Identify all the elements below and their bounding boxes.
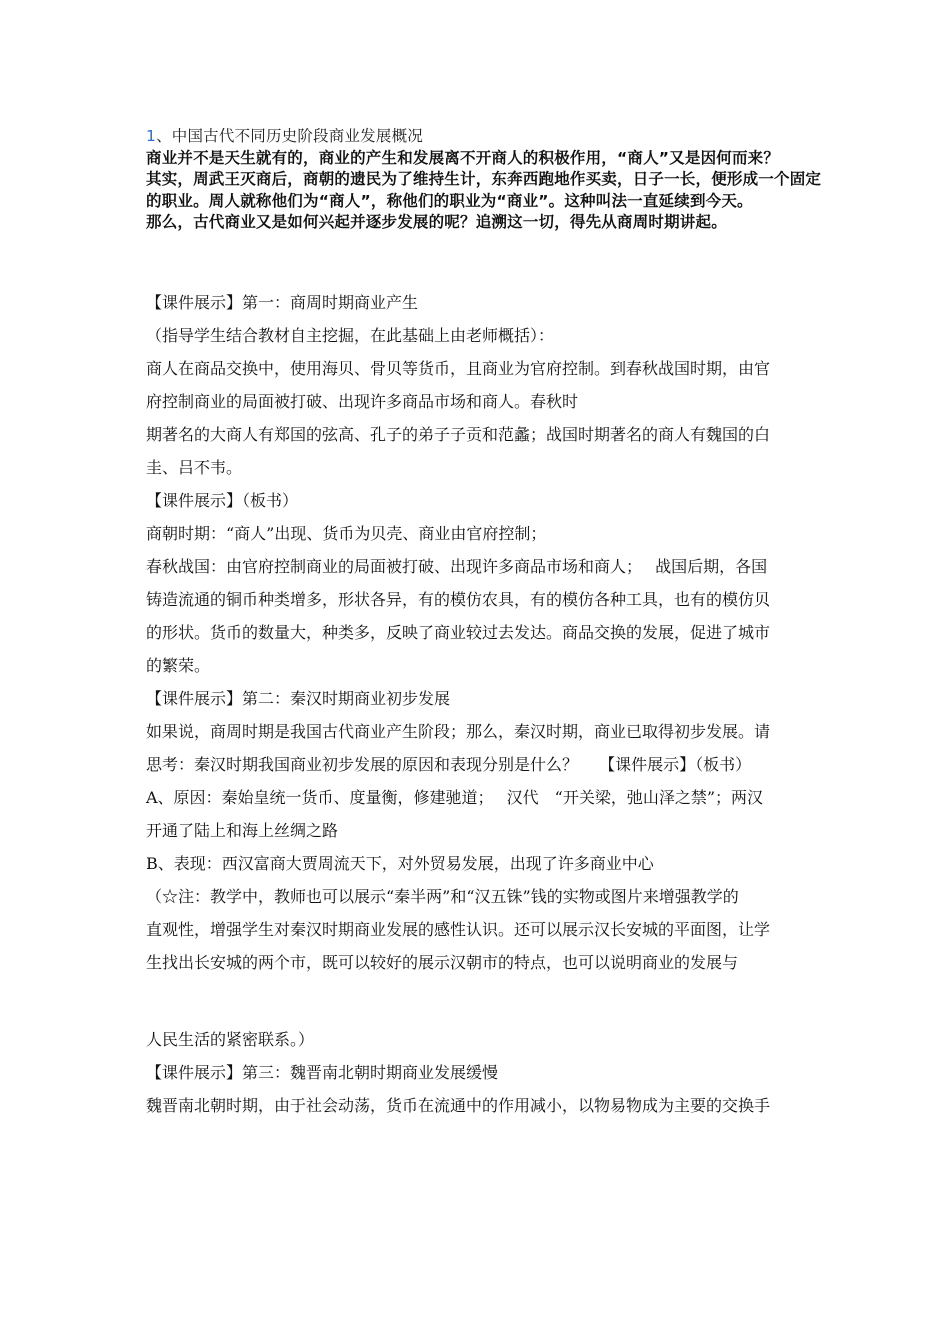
text-line: A、原因：秦始皇统一货币、度量衡，修建驰道； 汉代 “开关梁，弛山泽之禁”；两汉 bbox=[146, 788, 764, 807]
heading-number: 1 bbox=[146, 127, 157, 145]
text-line: （☆注：教学中，教师也可以展示“秦半两”和“汉五铢”钱的实物或图片来增强教学的 bbox=[146, 887, 739, 906]
text-line: 开通了陆上和海上丝绸之路 bbox=[146, 821, 339, 840]
paragraph-gap bbox=[146, 979, 814, 1023]
intro-paragraph: 其实，周武王灭商后，商朝的遗民为了维持生计，东奔西跑地作买卖，日子一长，便形成一个固定的职业。周人就称他们为“商人”，称他们的职业为“商业”。这种叫法一直延续到今天。 bbox=[146, 170, 822, 210]
section-heading bbox=[146, 126, 826, 148]
body-text bbox=[146, 286, 814, 1122]
text-line: 商人在商品交换中，使用海贝、骨贝等货币，且商业为官府控制。到春秋战国时期，由官 bbox=[146, 359, 771, 378]
heading-text: 、中国古代不同历史阶段商业发展概况 bbox=[156, 127, 423, 145]
text-line: 府控制商业的局面被打破、出现许多商品市场和商人。春秋时 bbox=[146, 392, 579, 411]
text-line: 人民生活的紧密联系。） bbox=[146, 1030, 315, 1049]
text-line: 如果说，商周时期是我国古代商业产生阶段；那么，秦汉时期，商业已取得初步发展。请 bbox=[146, 722, 771, 741]
text-line: 【课件展示】（板书） bbox=[146, 491, 299, 510]
text-line: 春秋战国：由官府控制商业的局面被打破、出现许多商品市场和商人； 战国后期，各国 bbox=[146, 557, 768, 576]
text-line: （指导学生结合教材自主挖掘，在此基础上由老师概括）： bbox=[146, 326, 555, 345]
intro-block bbox=[146, 126, 826, 234]
text-line: 商朝时期：“商人”出现、货币为贝壳、商业由官府控制； bbox=[146, 524, 547, 543]
intro-paragraph: 那么，古代商业又是如何兴起并逐步发展的呢？追溯这一切，得先从商周时期讲起。 bbox=[146, 213, 727, 231]
text-line: 思考：秦汉时期我国商业初步发展的原因和表现分别是什么？ 【课件展示】（板书） bbox=[146, 755, 752, 774]
text-line: 魏晋南北朝时期，由于社会动荡，货币在流通中的作用减小，以物易物成为主要的交换手 bbox=[146, 1096, 771, 1115]
text-line: 期著名的大商人有郑国的弦高、孔子的弟子子贡和范蠡；战国时期著名的商人有魏国的白 bbox=[146, 425, 771, 444]
text-line: 直观性，增强学生对秦汉时期商业发展的感性认识。还可以展示汉长安城的平面图，让学 bbox=[146, 920, 771, 939]
text-line: 【课件展示】第二：秦汉时期商业初步发展 bbox=[146, 689, 451, 708]
intro-paragraph: 商业并不是天生就有的，商业的产生和发展离不开商人的积极作用，“商人”又是因何而来？ bbox=[146, 148, 780, 167]
text-line: 【课件展示】第一：商周时期商业产生 bbox=[146, 293, 419, 312]
text-line: 【课件展示】第三：魏晋南北朝时期商业发展缓慢 bbox=[146, 1063, 499, 1082]
text-line: B、表现：西汉富商大贾周流天下，对外贸易发展，出现了许多商业中心 bbox=[146, 854, 654, 873]
text-line: 的繁荣。 bbox=[146, 656, 211, 675]
text-line: 的形状。货币的数量大，种类多，反映了商业较过去发达。商品交换的发展，促进了城市 bbox=[146, 623, 771, 642]
text-line: 铸造流通的铜币种类增多，形状各异，有的模仿农具，有的模仿各种工具，也有的模仿贝 bbox=[146, 590, 771, 609]
text-line: 生找出长安城的两个市，既可以较好的展示汉朝市的特点，也可以说明商业的发展与 bbox=[146, 953, 739, 972]
text-line: 圭、吕不韦。 bbox=[146, 458, 243, 477]
